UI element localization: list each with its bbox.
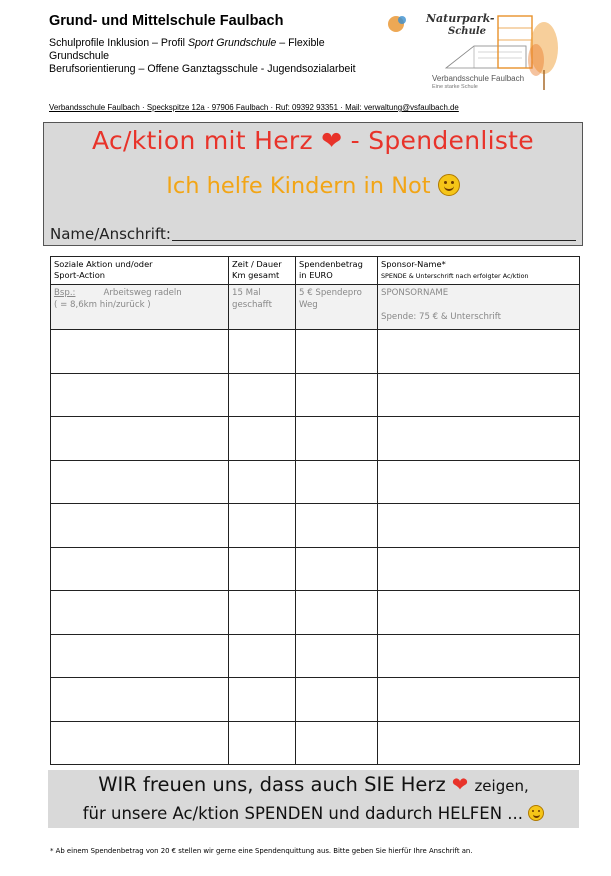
banner-subtitle	[44, 173, 582, 199]
input-cell-time[interactable]	[229, 460, 296, 504]
school-address: Verbandsschule Faulbach · Speckspitze 12a · 97906 Faulbach · Ruf: 09392 93351 · Mail: verwaltung@vsfaulbach.de	[49, 103, 459, 112]
table-row	[51, 460, 580, 504]
input-cell-action[interactable]	[51, 721, 229, 765]
profile-text-a: Schulprofile Inklusion – Profil	[49, 37, 188, 49]
logo-text-schule: Schule	[448, 26, 487, 37]
input-cell-sponsor[interactable]	[378, 721, 580, 765]
example-action-cell: Bsp.: Arbeitsweg radeln ( = 8,6km hin/zurück )	[51, 285, 229, 330]
closing-line-1-text-a: WIR freuen uns, dass auch SIE Herz	[98, 773, 446, 796]
donation-table	[50, 256, 580, 765]
input-cell-amount[interactable]	[296, 460, 378, 504]
closing-line-1	[48, 773, 579, 796]
table-row	[51, 721, 580, 765]
smiley-icon	[528, 805, 544, 821]
col-header-sponsor: Sponsor-Name* SPENDE & Unterschrift nach erfolgter Ac/ktion	[378, 257, 580, 285]
input-cell-time[interactable]	[229, 330, 296, 374]
input-cell-sponsor[interactable]	[378, 591, 580, 635]
input-cell-amount[interactable]	[296, 504, 378, 548]
example-time-cell: 15 Mal geschafft	[229, 285, 296, 330]
input-cell-action[interactable]	[51, 330, 229, 374]
input-cell-sponsor[interactable]	[378, 417, 580, 461]
input-cell-amount[interactable]	[296, 721, 378, 765]
input-cell-amount[interactable]	[296, 330, 378, 374]
example-row	[51, 285, 580, 330]
input-cell-sponsor[interactable]	[378, 373, 580, 417]
closing-line-1-text-b: zeigen,	[474, 777, 529, 795]
input-cell-action[interactable]	[51, 591, 229, 635]
table-row	[51, 547, 580, 591]
heart-icon: ❤	[451, 773, 469, 796]
profile-text-c: Berufsorientierung – Offene Ganztagsschule - Jugendsozialarbeit	[49, 63, 356, 75]
col-header-time: Zeit / Dauer Km gesamt	[229, 257, 296, 285]
input-cell-time[interactable]	[229, 417, 296, 461]
example-amount-cell: 5 € Spendepro Weg	[296, 285, 378, 330]
name-address-field[interactable]	[172, 240, 576, 241]
profile-text-italic: Sport Grundschule	[187, 37, 277, 49]
table-header-row	[51, 257, 580, 285]
footnote: * Ab einem Spendenbetrag von 20 € stellen wir gerne eine Spendenquittung aus. Bitte geben Sie hierfür Ihre Anschrift an.	[50, 847, 473, 855]
input-cell-time[interactable]	[229, 678, 296, 722]
banner-title-text-a: Ac/ktion mit Herz	[92, 126, 313, 155]
input-cell-amount[interactable]	[296, 417, 378, 461]
input-cell-sponsor[interactable]	[378, 634, 580, 678]
input-cell-action[interactable]	[51, 460, 229, 504]
input-cell-amount[interactable]	[296, 591, 378, 635]
logo-school-name: Verbandsschule Faulbach	[432, 74, 525, 83]
banner-title	[44, 126, 582, 155]
logo-tagline: Eine starke Schule	[432, 84, 478, 90]
smiley-icon	[438, 174, 460, 196]
input-cell-action[interactable]	[51, 547, 229, 591]
input-cell-amount[interactable]	[296, 373, 378, 417]
banner-subtitle-text: Ich helfe Kindern in Not	[166, 173, 431, 199]
input-cell-time[interactable]	[229, 547, 296, 591]
input-cell-action[interactable]	[51, 373, 229, 417]
table-row	[51, 634, 580, 678]
input-cell-action[interactable]	[51, 634, 229, 678]
table-row	[51, 504, 580, 548]
table-row	[51, 373, 580, 417]
input-cell-time[interactable]	[229, 721, 296, 765]
example-sponsor-cell: SPONSORNAME Spende: 75 € & Unterschrift	[378, 285, 580, 330]
input-cell-time[interactable]	[229, 591, 296, 635]
school-profile	[49, 37, 379, 76]
input-cell-sponsor[interactable]	[378, 547, 580, 591]
table-row	[51, 678, 580, 722]
closing-banner	[48, 770, 579, 828]
input-cell-amount[interactable]	[296, 547, 378, 591]
closing-line-2	[48, 804, 579, 823]
input-cell-time[interactable]	[229, 504, 296, 548]
school-logo	[386, 8, 566, 98]
profile-text-b: – Flexible Grundschule	[49, 37, 325, 62]
col-header-amount: Spendenbetrag in EURO	[296, 257, 378, 285]
col-header-action: Soziale Aktion und/oder Sport-Action	[51, 257, 229, 285]
input-cell-amount[interactable]	[296, 678, 378, 722]
logo-text-naturpark: Naturpark-	[426, 12, 495, 25]
input-cell-sponsor[interactable]	[378, 460, 580, 504]
input-cell-action[interactable]	[51, 678, 229, 722]
input-cell-sponsor[interactable]	[378, 504, 580, 548]
input-cell-time[interactable]	[229, 373, 296, 417]
table-row	[51, 330, 580, 374]
table-row	[51, 417, 580, 461]
table-row	[51, 591, 580, 635]
closing-line-2-text: für unsere Ac/ktion SPENDEN und dadurch HELFEN ...	[82, 804, 524, 823]
input-cell-time[interactable]	[229, 634, 296, 678]
banner-title-text-b: - Spendenliste	[350, 126, 534, 155]
input-cell-sponsor[interactable]	[378, 678, 580, 722]
name-address-label: Name/Anschrift:	[50, 225, 171, 243]
input-cell-action[interactable]	[51, 417, 229, 461]
school-name: Grund- und Mittelschule Faulbach	[49, 13, 284, 29]
heart-icon: ❤	[321, 126, 343, 155]
title-banner	[43, 122, 583, 246]
input-cell-action[interactable]	[51, 504, 229, 548]
input-cell-amount[interactable]	[296, 634, 378, 678]
input-cell-sponsor[interactable]	[378, 330, 580, 374]
